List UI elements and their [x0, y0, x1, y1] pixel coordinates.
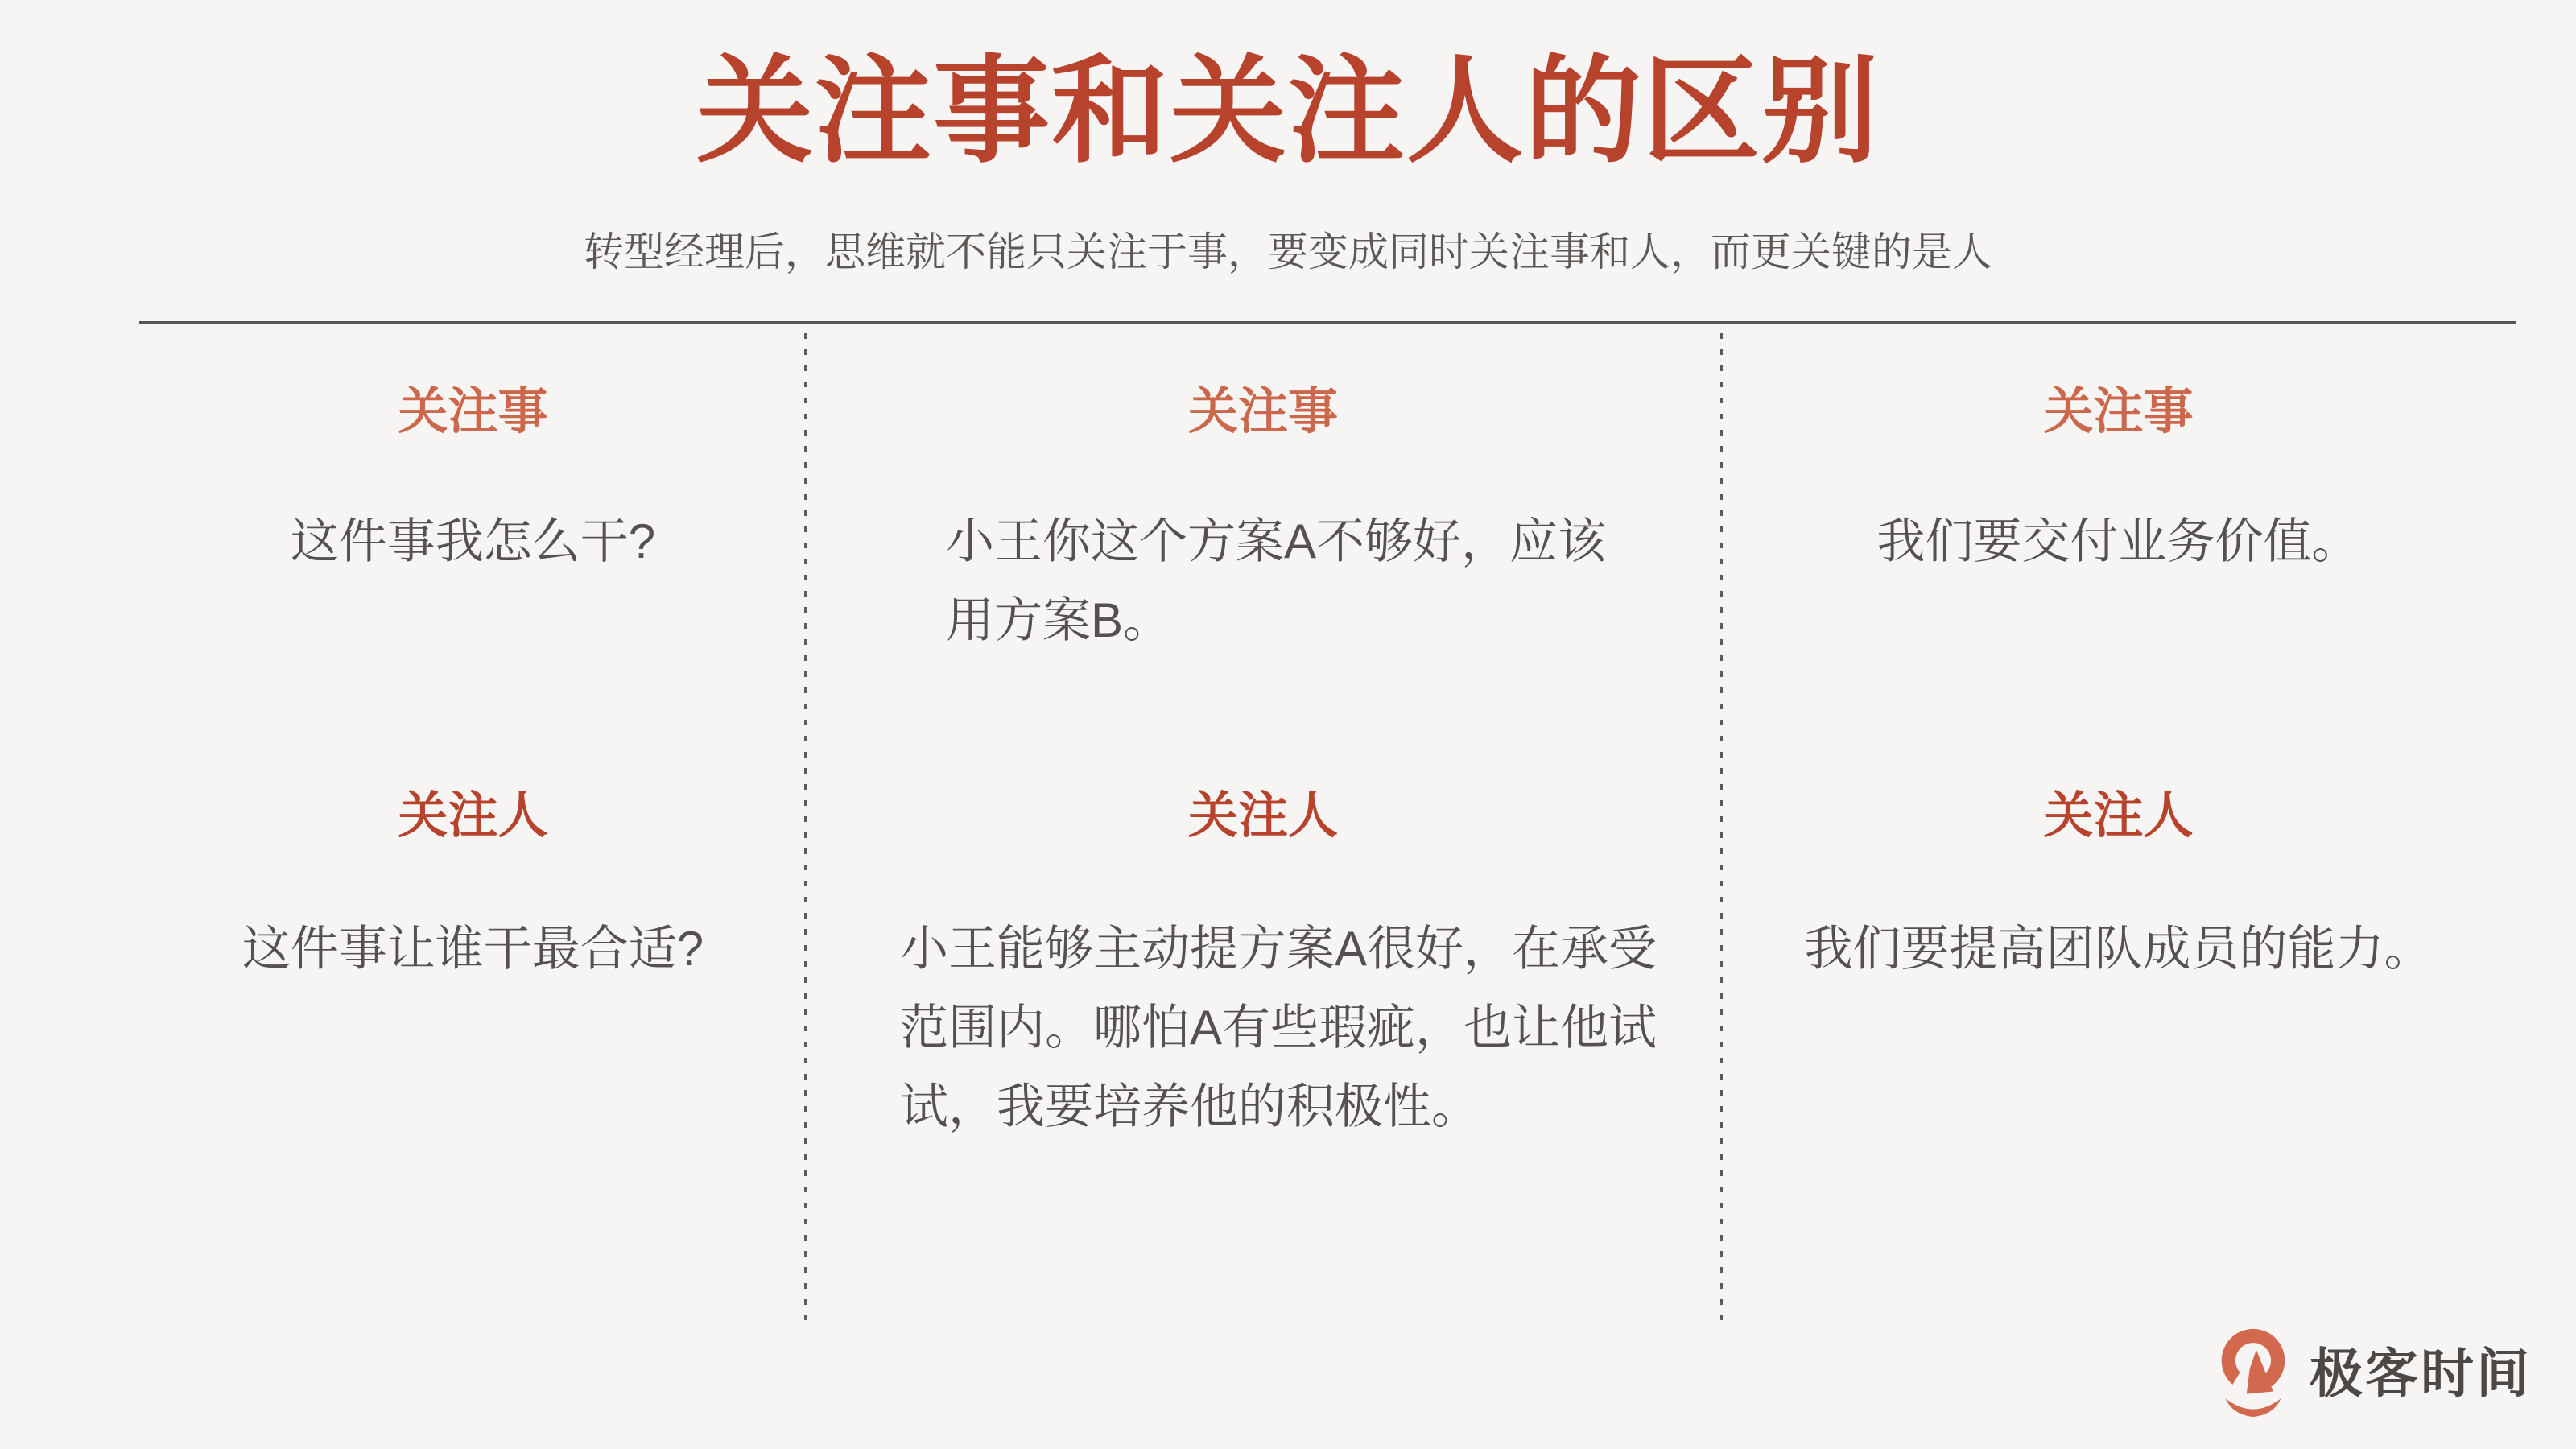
focus-task-text: 我们要交付业务价值。 [1876, 514, 2360, 568]
focus-task-text: 这件事我怎么干? [290, 514, 656, 568]
focus-task-label: 关注事 [1187, 384, 1338, 440]
page-title: 关注事和关注人的区别 [696, 46, 1880, 176]
page-subtitle: 转型经理后，思维就不能只关注于事，要变成同时关注事和人，而更关键的是人 [584, 229, 1992, 275]
column-team-value [1721, 324, 2516, 1319]
focus-task-label: 关注事 [398, 384, 548, 440]
brand-footer [2215, 1327, 2532, 1419]
focus-task-label: 关注事 [2043, 384, 2194, 440]
focus-person-text: 我们要提高团队成员的能力。 [1804, 922, 2433, 976]
focus-task-text: 小王你这个方案A不够好，应该 用方案B。 [946, 514, 1607, 647]
column-how-to-do [141, 324, 805, 1319]
geektime-logo-icon [2215, 1327, 2292, 1419]
focus-person-label: 关注人 [398, 788, 548, 844]
brand-name: 极客时间 [2310, 1343, 2532, 1403]
focus-person-text: 这件事让谁干最合适? [242, 922, 704, 976]
comparison-columns [141, 324, 2516, 1319]
column-plan-feedback [805, 324, 1721, 1319]
focus-person-label: 关注人 [1187, 788, 1338, 844]
focus-person-label: 关注人 [2043, 788, 2194, 844]
focus-person-text: 小王能够主动提方案A很好，在承受 范围内。哪怕A有些瑕疵，也让他试 试，我要培养他的积极性。 [900, 922, 1657, 1133]
